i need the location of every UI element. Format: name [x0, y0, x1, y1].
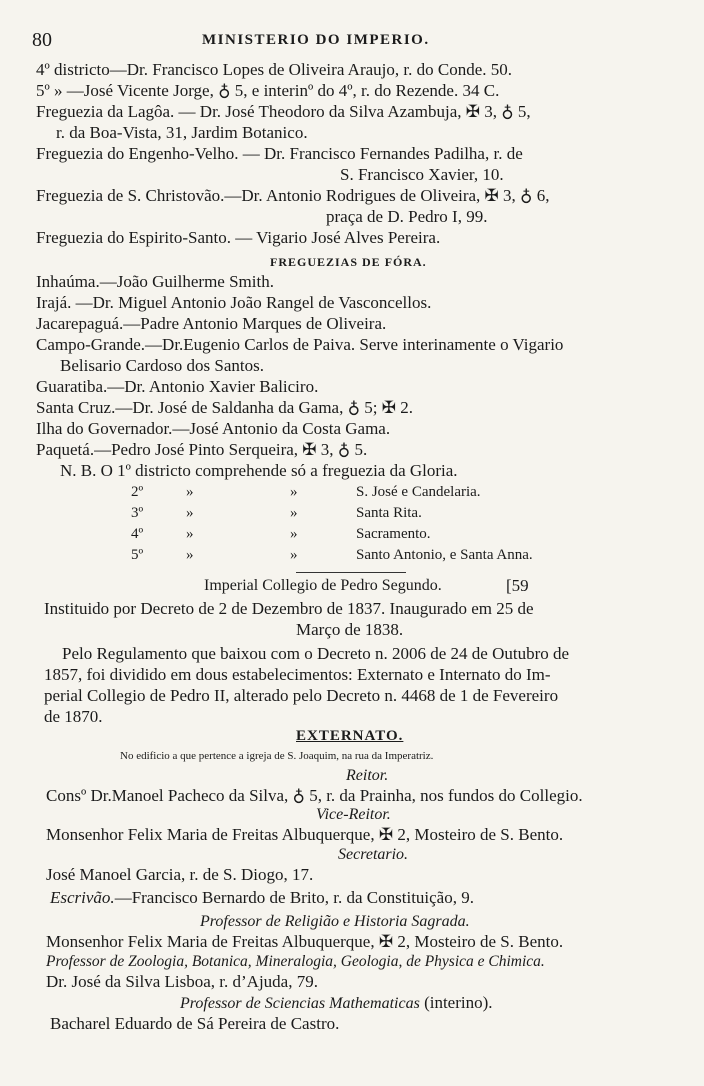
- paragraph-line: Pelo Regulamento que baixou com o Decreto n. 2006 de 24 de Outubro de: [62, 644, 570, 663]
- role-label: Professor de Sciencias Mathematicas: [180, 995, 420, 1012]
- entry-line: Ilha do Governador.—José Antonio da Costa Gama.: [36, 419, 391, 438]
- ditto-mark: »: [186, 547, 194, 563]
- entry-line: Freguezia da Lagôa. — Dr. José Theodoro da Silva Azambuja, ✠ 3, ♁ 5,: [36, 102, 531, 121]
- role-label: Reitor.: [346, 767, 389, 784]
- college-title: Imperial Collegio de Pedro Segundo.: [204, 577, 442, 594]
- entry-line: Freguezia de S. Christovão.—Dr. Antonio Rodrigues de Oliveira, ✠ 3, ♁ 6,: [36, 186, 550, 205]
- staff-line: Bacharel Eduardo de Sá Pereira de Castro.: [50, 1014, 340, 1033]
- entry-line: Inhaúma.—João Guilherme Smith.: [36, 272, 274, 291]
- entry-line: Jacarepaguá.—Padre Antonio Marques de Oliveira.: [36, 314, 387, 333]
- college-ref: [59: [506, 576, 529, 595]
- staff-line: [180, 993, 493, 1014]
- entry-line: 5º » —José Vicente Jorge, ♁ 5, e interinº do 4º, r. do Rezende. 34 C.: [36, 81, 500, 100]
- district-number: 4º: [131, 526, 144, 542]
- entry-line: Freguezia do Espirito-Santo. — Vigario José Alves Pereira.: [36, 228, 441, 247]
- college-founded: Instituido por Decreto de 2 de Dezembro de 1837. Inaugurado em 25 de: [44, 599, 534, 618]
- role-label: Professor de Zoologia, Botanica, Mineralogia, Geologia, de Physica e Chimica.: [46, 953, 545, 970]
- college-founded: Março de 1838.: [296, 620, 404, 639]
- entry-line: Paquetá.—Pedro José Pinto Serqueira, ✠ 3, ♁ 5.: [36, 440, 368, 459]
- ditto-mark: »: [290, 484, 298, 500]
- district-number: 5º: [131, 547, 144, 563]
- divider: [296, 572, 406, 573]
- staff-line: Dr. José da Silva Lisboa, r. d’Ajuda, 79.: [46, 972, 318, 991]
- ditto-mark: »: [186, 526, 194, 542]
- ditto-mark: »: [186, 484, 194, 500]
- staff-line: José Manoel Garcia, r. de S. Diogo, 17.: [46, 865, 314, 884]
- entry-line: S. Francisco Xavier, 10.: [340, 165, 504, 184]
- escrivao-name: —Francisco Bernardo de Brito, r. da Constituição, 9.: [114, 888, 474, 907]
- paragraph-line: de 1870.: [44, 707, 103, 726]
- entry-line: r. da Boa-Vista, 31, Jardim Botanico.: [56, 123, 308, 142]
- staff-line: Monsenhor Felix Maria de Freitas Albuquerque, ✠ 2, Mosteiro de S. Bento.: [46, 932, 564, 951]
- role-label: Secretario.: [338, 846, 409, 863]
- entry-line: 4º districto—Dr. Francisco Lopes de Oliveira Araujo, r. do Conde. 50.: [36, 60, 512, 79]
- entry-line: Belisario Cardoso dos Santos.: [60, 356, 264, 375]
- paragraph-line: perial Collegio de Pedro II, alterado pelo Decreto n. 4468 de 1 de Fevereiro: [44, 686, 559, 705]
- district-parish: S. José e Candelaria.: [356, 484, 481, 500]
- ditto-mark: »: [290, 526, 298, 542]
- ditto-mark: »: [290, 505, 298, 521]
- district-parish: Santo Antonio, e Santa Anna.: [356, 547, 533, 563]
- section-heading: FREGUEZIAS DE FÓRA.: [270, 255, 427, 269]
- staff-line: Consº Dr.Manoel Pacheco da Silva, ♁ 5, r. da Prainha, nos fundos do Collegio.: [46, 786, 583, 805]
- district-number: 2º: [131, 484, 144, 500]
- role-label: Vice-Reitor.: [316, 806, 391, 823]
- district-parish: Sacramento.: [356, 526, 431, 542]
- entry-line: Campo-Grande.—Dr.Eugenio Carlos de Paiva. Serve interinamente o Vigario: [36, 335, 564, 354]
- ditto-mark: »: [186, 505, 194, 521]
- entry-line: Guaratiba.—Dr. Antonio Xavier Baliciro.: [36, 377, 319, 396]
- entry-line: Irajá. —Dr. Miguel Antonio João Rangel de Vasconcellos.: [36, 293, 432, 312]
- entry-line: Santa Cruz.—Dr. José de Saldanha da Gama, ♁ 5; ✠ 2.: [36, 398, 413, 417]
- district-number: 3º: [131, 505, 144, 521]
- section-heading: EXTERNATO.: [296, 728, 404, 744]
- district-parish: Santa Rita.: [356, 505, 422, 521]
- role-label: Professor de Religião e Historia Sagrada.: [200, 913, 470, 930]
- ditto-mark: »: [290, 547, 298, 563]
- role-label: Escrivão.: [50, 888, 115, 907]
- location-note: No edificio a que pertence a igreja de S. Joaquim, na rua da Imperatriz.: [120, 750, 434, 762]
- staff-line: Monsenhor Felix Maria de Freitas Albuquerque, ✠ 2, Mosteiro de S. Bento.: [46, 825, 564, 844]
- staff-line: [50, 888, 474, 908]
- note-line: N. B. O 1º districto comprehende só a freguezia da Gloria.: [60, 461, 458, 480]
- page-number: 80: [32, 29, 52, 51]
- page-title: MINISTERIO DO IMPERIO.: [202, 32, 430, 48]
- entry-line: praça de D. Pedro I, 99.: [326, 207, 488, 226]
- paragraph-line: 1857, foi dividido em dous estabelecimentos: Externato e Internato do Im-: [44, 665, 551, 684]
- interim-note: (interino).: [424, 993, 493, 1012]
- entry-line: Freguezia do Engenho-Velho. — Dr. Francisco Fernandes Padilha, r. de: [36, 144, 523, 163]
